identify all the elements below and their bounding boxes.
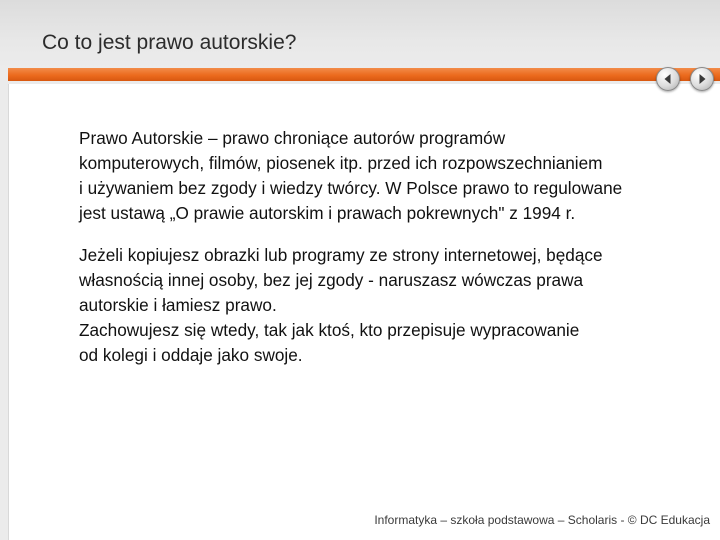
example-line-5: od kolegi i oddaje jako swoje. xyxy=(79,345,303,365)
chevron-left-icon xyxy=(657,68,679,90)
next-slide-button[interactable] xyxy=(690,67,714,91)
slide-header xyxy=(0,0,720,70)
definition-line-4: jest ustawą „O prawie autorskim i prawach pokrewnych" z 1994 r. xyxy=(79,203,576,223)
definition-paragraph xyxy=(79,126,715,226)
example-line-1: Jeżeli kopiujesz obrazki lub programy ze strony internetowej, będące xyxy=(79,245,603,265)
previous-slide-button[interactable] xyxy=(656,67,680,91)
chevron-right-icon xyxy=(691,68,713,90)
slide-title: Co to jest prawo autorskie? xyxy=(42,31,297,54)
orange-accent-bar xyxy=(8,68,720,81)
example-line-4: Zachowujesz się wtedy, tak jak ktoś, kto przepisuje wypracowanie xyxy=(79,320,580,340)
term-dash: – xyxy=(203,128,218,148)
example-line-2: własnością innej osoby, bez jej zgody - naruszasz wówczas prawa xyxy=(79,270,584,290)
slide-footer: Informatyka – szkoła podstawowa – Scholaris - © DC Edukacja xyxy=(374,513,710,527)
definition-line-3: i używaniem bez zgody i wiedzy twórcy. W Polsce prawo to regulowane xyxy=(79,178,623,198)
example-line-3: autorskie i łamiesz prawo. xyxy=(79,295,277,315)
example-paragraph xyxy=(79,243,715,368)
definition-line-1: prawo chroniące autorów programów xyxy=(217,128,506,148)
term-heading: Prawo Autorskie xyxy=(79,128,204,148)
definition-line-2: komputerowych, filmów, piosenek itp. przed ich rozpowszechnianiem xyxy=(79,153,603,173)
